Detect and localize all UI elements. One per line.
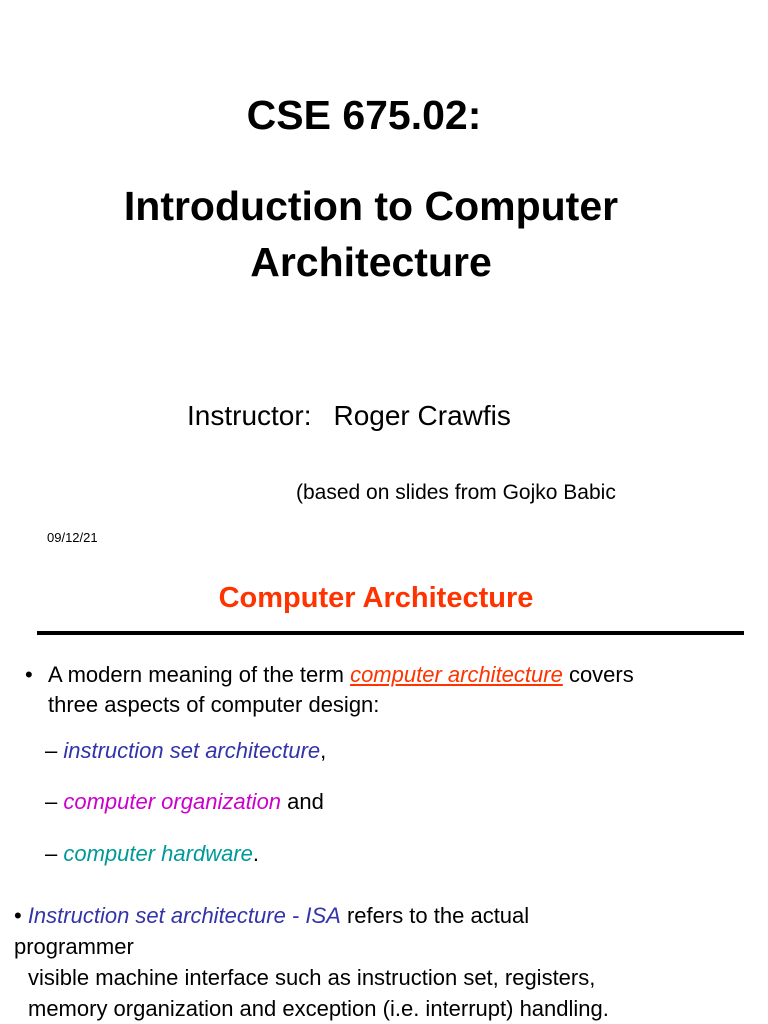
bullet-text: refers to the actual xyxy=(340,903,530,928)
slide-date: 09/12/21 xyxy=(47,530,98,545)
sub-item-isa xyxy=(45,738,326,764)
instructor-label: Instructor: xyxy=(187,400,312,431)
bullet-text-continued: visible machine interface such as instruction set, registers, xyxy=(28,965,596,990)
section-title: Computer Architecture xyxy=(218,582,534,614)
attribution-text: (based on slides from Gojko Babic xyxy=(296,481,616,504)
instructor-name: Roger Crawfis xyxy=(333,400,511,431)
term-highlight: computer hardware xyxy=(63,841,253,866)
dash-icon: – xyxy=(45,789,64,814)
title-divider xyxy=(37,631,744,635)
term-suffix: . xyxy=(252,841,260,866)
bullet-icon: • xyxy=(25,662,33,687)
term-link[interactable]: computer architecture xyxy=(350,662,563,687)
dash-icon: – xyxy=(45,738,64,763)
term-highlight: Instruction set architecture - ISA xyxy=(21,903,341,928)
bullet-text: covers xyxy=(562,662,634,687)
dash-icon: – xyxy=(45,841,64,866)
bullet-text-continued: programmer xyxy=(14,934,134,959)
bullet-item xyxy=(14,903,529,929)
sub-item-hardware xyxy=(45,841,259,867)
bullet-text: A modern meaning of the term xyxy=(48,662,351,687)
bullet-text-continued: memory organization and exception (i.e. interrupt) handling. xyxy=(28,996,609,1021)
term-suffix: , xyxy=(320,738,327,763)
bullet-icon: • xyxy=(14,903,22,928)
slide-title: CSE 675.02: xyxy=(246,92,482,138)
term-highlight: instruction set architecture xyxy=(63,738,321,763)
term-suffix: and xyxy=(281,789,324,814)
instructor-line xyxy=(187,400,511,432)
sub-item-organization xyxy=(45,789,324,815)
slide-subtitle: Introduction to Computer Architecture xyxy=(123,183,619,285)
bullet-item xyxy=(25,662,634,688)
term-highlight: computer organization xyxy=(63,789,282,814)
bullet-text-continued: three aspects of computer design: xyxy=(48,692,380,717)
